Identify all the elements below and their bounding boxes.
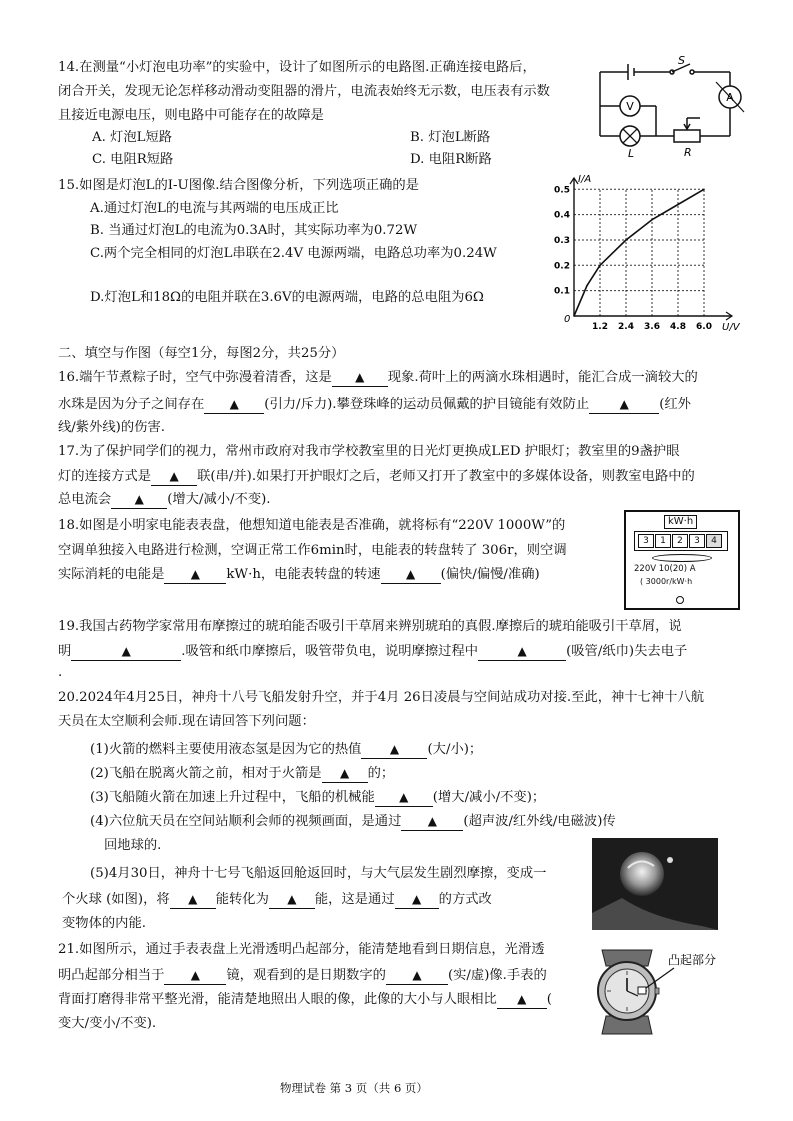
q19-line-1: 19.我国古药物学家常用布摩擦过的琥珀能否吸引干草屑来辨别琥珀的真假.摩擦后的琥珀能吸引干草屑，说	[58, 619, 682, 634]
callout-label: 凸起部分	[668, 953, 717, 967]
q17-line-1: 17.为了保护同学们的视力，常州市政府对我市学校教室里的日光灯更换成LED 护眼灯；教室里的9盏护眼	[58, 444, 680, 459]
meter-unit: kW·h	[664, 515, 697, 529]
iu-data-point	[599, 265, 601, 267]
meter-spec-2: ( 3000r/kW·h	[640, 577, 693, 586]
blank-marker: ▲	[229, 397, 239, 411]
meter-spec-1: 220V 10(20) A	[634, 564, 696, 574]
fireball-photo	[592, 838, 718, 930]
meter-digit: 3	[689, 534, 705, 548]
resistor-label: R	[684, 146, 692, 159]
section-2-title: 二、填空与作图（每空1分，每图2分，共25分）	[58, 346, 345, 361]
q20-text-p1b: (大/小)；	[427, 742, 483, 757]
q20-text-p2a: (2)飞船在脱离火箭之前，相对于火箭是	[90, 766, 322, 781]
q15-line-1: 15.如图是灯泡L的I-U图像.结合图像分析，下列选项正确的是	[58, 178, 419, 193]
watch-crown	[655, 988, 659, 994]
blank-marker: ▲	[389, 742, 400, 756]
watch-date-window	[638, 987, 646, 994]
q16-text-e: (红外	[659, 397, 691, 412]
q20-text-p1a: (1)火箭的燃料主要使用液态氢是因为它的热值	[90, 742, 362, 757]
q16-blank-3[interactable]	[589, 396, 659, 414]
meter-dial	[652, 554, 712, 562]
q19-line-2	[58, 642, 687, 662]
x-tick-label: 2.4	[618, 322, 634, 332]
blank-marker: ▲	[188, 892, 198, 906]
blank-marker: ▲	[517, 644, 527, 658]
y-tick-label: 0.3	[554, 235, 570, 246]
q16-line-3: 线/紫外线)的伤害.	[58, 420, 165, 435]
x-tick-label: 4.8	[670, 322, 686, 332]
q14-line-3: 且接近电源电压，则电路中可能存在的故障是	[58, 108, 324, 123]
q18-line-1: 18.如图是小明家电能表表盘，他想知道电能表是否准确，就将标有“220V 1000W”的	[58, 518, 566, 533]
meter-window	[634, 531, 728, 551]
x-axis-label: U/V	[722, 322, 740, 333]
q21-text-e: 背面打磨得非常平整光滑，能清楚地照出人眼的像，此像的大小与人眼相比	[58, 992, 497, 1007]
meter-digit: 1	[655, 534, 671, 548]
q20-line-1: 20.2024年4月25日，神舟十八号飞船发射升空，并于4月 26日凌晨与空间站成功对接.至此，神十七神十八航	[58, 690, 705, 705]
y-tick-label: 0.2	[554, 261, 570, 272]
energy-meter	[624, 510, 740, 610]
q14-option-a: A. 灯泡L短路	[92, 130, 173, 145]
q20-blank-6[interactable]	[269, 891, 315, 909]
q17-text-c: 联(串/并).如果打开护眼灯之后，老师又打开了教室中的多媒体设备，则教室电路中的	[197, 469, 695, 484]
q15-option-b: B. 当通过灯泡L的电流为0.3A时，其实际功率为0.72W	[90, 223, 418, 238]
voltmeter-label: V	[626, 100, 634, 113]
q19-blank-1[interactable]	[71, 643, 181, 661]
iu-data-point	[677, 204, 679, 206]
q17-blank-1[interactable]	[151, 468, 197, 486]
blank-marker: ▲	[399, 790, 409, 804]
ammeter-label: A	[726, 91, 734, 104]
q18-line-2: 空调单独接入电路进行检测，空调正常工作6min时，电能表的转盘转了 306r，则空调	[58, 543, 567, 558]
blank-marker: ▲	[355, 370, 365, 384]
q20-line-2: 天员在太空顺利会师.现在请回答下列问题：	[58, 714, 315, 729]
q19-blank-2[interactable]	[478, 643, 566, 661]
x-tick-label: 3.6	[644, 322, 660, 332]
q19-line-3: .	[58, 665, 63, 680]
q17-text-e: (增大/减小/不变).	[167, 492, 271, 507]
meter-digit: 3	[638, 534, 654, 548]
q16-text-a: 16.端午节煮粽子时，空气中弥漫着清香，这是	[58, 370, 332, 385]
q14-option-b: B. 灯泡L断路	[410, 130, 491, 145]
q18-text-c: 实际消耗的电能是	[58, 567, 165, 582]
q19-text-d: (吸管/纸巾)失去电子	[566, 644, 688, 659]
rheostat-body	[674, 130, 700, 142]
blank-marker: ▲	[405, 567, 416, 581]
blank-marker: ▲	[427, 814, 437, 828]
iu-data-point	[625, 239, 627, 241]
q19-text-b: 明	[58, 644, 72, 659]
watch-illustration	[588, 938, 738, 1044]
blank-marker: ▲	[619, 397, 629, 411]
q20-blank-7[interactable]	[395, 891, 439, 909]
q20-part-5: (5)4月30日，神舟十七号飞船返回舱返回时，与大气层发生剧烈摩擦，变成一	[90, 866, 547, 881]
capsule-fireball-icon	[620, 852, 664, 896]
q17-line-2	[58, 467, 695, 487]
origin-label: 0	[564, 314, 571, 325]
q21-line-1: 21.如图所示，通过手表表盘上光滑透明凸起部分，能清楚地看到日期信息，光滑透	[58, 942, 545, 957]
q18-blank-1[interactable]	[164, 566, 226, 584]
q15-option-d: D.灯泡L和18Ω的电阻并联在3.6V的电源两端，电路的总电阻为6Ω	[90, 290, 484, 305]
q21-text-d: (实/虚)像.手表的	[447, 968, 547, 983]
q16-line-2	[58, 395, 691, 415]
iu-data-point	[586, 285, 588, 287]
iu-curve	[574, 189, 704, 316]
q20-blank-2[interactable]	[322, 765, 368, 783]
y-axis-label: I/A	[578, 174, 592, 185]
q20-part-5-line-2	[62, 890, 492, 910]
meter-digit: 4	[706, 534, 722, 548]
q20-text-p5c: 能转化为	[215, 892, 269, 907]
q21-line-4: 变大/变小/不变).	[58, 1016, 157, 1031]
blank-marker: ▲	[339, 766, 350, 780]
q16-blank-2[interactable]	[204, 396, 264, 414]
meter-digit: 2	[672, 534, 688, 548]
q21-line-3	[58, 990, 552, 1010]
x-tick-label: 1.2	[592, 322, 608, 332]
q16-line-1	[58, 368, 698, 388]
meter-spec-2-text: 3000r/kW·h	[645, 577, 693, 586]
q17-text-b: 灯的连接方式是	[58, 469, 152, 484]
q20-text-p2b: 的；	[367, 766, 395, 781]
iu-data-point	[651, 219, 653, 221]
blank-marker: ▲	[190, 567, 200, 581]
q19-text-c: .吸管和纸巾摩擦后，吸管带负电，说明摩擦过程中	[181, 644, 479, 659]
page-footer: 物理试卷 第 3 页（共 6 页）	[280, 1081, 428, 1095]
blank-marker: ▲	[412, 892, 422, 906]
iu-data-point	[703, 188, 705, 190]
q20-text-p5e: 的方式改	[438, 892, 492, 907]
meter-screw-icon	[676, 596, 684, 604]
q21-blank-3[interactable]	[497, 991, 547, 1009]
blank-marker: ▲	[169, 469, 179, 483]
q20-text-p5d: 能，这是通过	[314, 892, 395, 907]
q20-blank-1[interactable]	[361, 741, 427, 759]
q20-part-4-cont: 回地球的.	[104, 838, 162, 853]
q21-blank-2[interactable]	[386, 967, 448, 985]
q21-blank-1[interactable]	[164, 967, 226, 985]
q16-blank-1[interactable]	[332, 369, 388, 387]
blank-marker: ▲	[412, 968, 422, 982]
q17-line-3	[58, 490, 271, 510]
q18-line-3	[58, 565, 540, 585]
q16-text-b: 现象.荷叶上的两滴水珠相遇时，能汇合成一滴较大的	[387, 370, 698, 385]
q20-blank-3[interactable]	[375, 789, 433, 807]
lamp-label: L	[628, 147, 635, 160]
q18-blank-2[interactable]	[381, 566, 441, 584]
q20-part-3	[90, 788, 545, 808]
q20-blank-5[interactable]	[170, 891, 216, 909]
circuit-diagram	[592, 52, 742, 162]
q20-text-p3b: (增大/减小/不变)；	[432, 790, 546, 805]
q20-part-1	[90, 740, 482, 760]
q21-line-2	[58, 966, 547, 986]
q18-text-e: (偏快/偏慢/准确)	[440, 567, 540, 582]
blank-marker: ▲	[517, 992, 527, 1006]
q20-text-p4b: (超声波/红外线/电磁波)传	[463, 814, 616, 829]
blank-marker: ▲	[134, 492, 144, 506]
x-tick-label: 6.0	[696, 322, 712, 332]
blank-marker: ▲	[287, 892, 297, 906]
q16-text-c: 水珠是因为分子之间存在	[58, 397, 205, 412]
q17-text-d: 总电流会	[58, 492, 112, 507]
q14-line-2: 闭合开关，发现无论怎样移动滑动变阻器的滑片，电流表始终无示数，电压表有示数	[58, 84, 550, 99]
y-tick-label: 0.4	[554, 210, 570, 221]
iu-chart	[548, 170, 740, 333]
q20-blank-4[interactable]	[401, 813, 463, 831]
q15-option-c: C.两个完全相同的灯泡L串联在2.4V 电源两端，电路总功率为0.24W	[90, 246, 497, 261]
q17-blank-2[interactable]	[111, 491, 167, 509]
q20-text-p4a: (4)六位航天员在空间站顺利会师的视频画面，是通过	[90, 814, 402, 829]
q20-text-p5b: 个火球 (如图)，将	[62, 892, 170, 907]
iu-data-point	[573, 315, 575, 317]
q15-option-a: A.通过灯泡L的电流与其两端的电压成正比	[90, 201, 339, 216]
y-tick-label: 0.1	[554, 286, 570, 297]
q20-text-p3a: (3)飞船随火箭在加速上升过程中，飞船的机械能	[90, 790, 375, 805]
q16-text-d: (引力/斥力).攀登珠峰的运动员佩戴的护目镜能有效防止	[264, 397, 590, 412]
q21-text-b: 明凸起部分相当于	[58, 968, 165, 983]
q14-option-c: C. 电阻R短路	[92, 152, 174, 167]
q20-part-2	[90, 764, 394, 784]
q14-line-1: 14.在测量“小灯泡电功率”的实验中，设计了如图所示的电路图.正确连接电路后，	[58, 60, 536, 75]
q20-part-5-line-3: 变物体的内能.	[62, 916, 147, 931]
q18-text-d: kW·h，电能表转盘的转速	[226, 567, 381, 582]
q20-part-4	[90, 812, 616, 832]
blank-marker: ▲	[121, 644, 131, 658]
switch-label: S	[678, 54, 685, 67]
q21-text-f: (	[546, 992, 552, 1007]
blank-marker: ▲	[190, 968, 200, 982]
q14-option-d: D. 电阻R断路	[410, 152, 492, 167]
y-tick-label: 0.5	[554, 185, 570, 196]
q21-text-c: 镜，观看到的是日期数字的	[226, 968, 386, 983]
